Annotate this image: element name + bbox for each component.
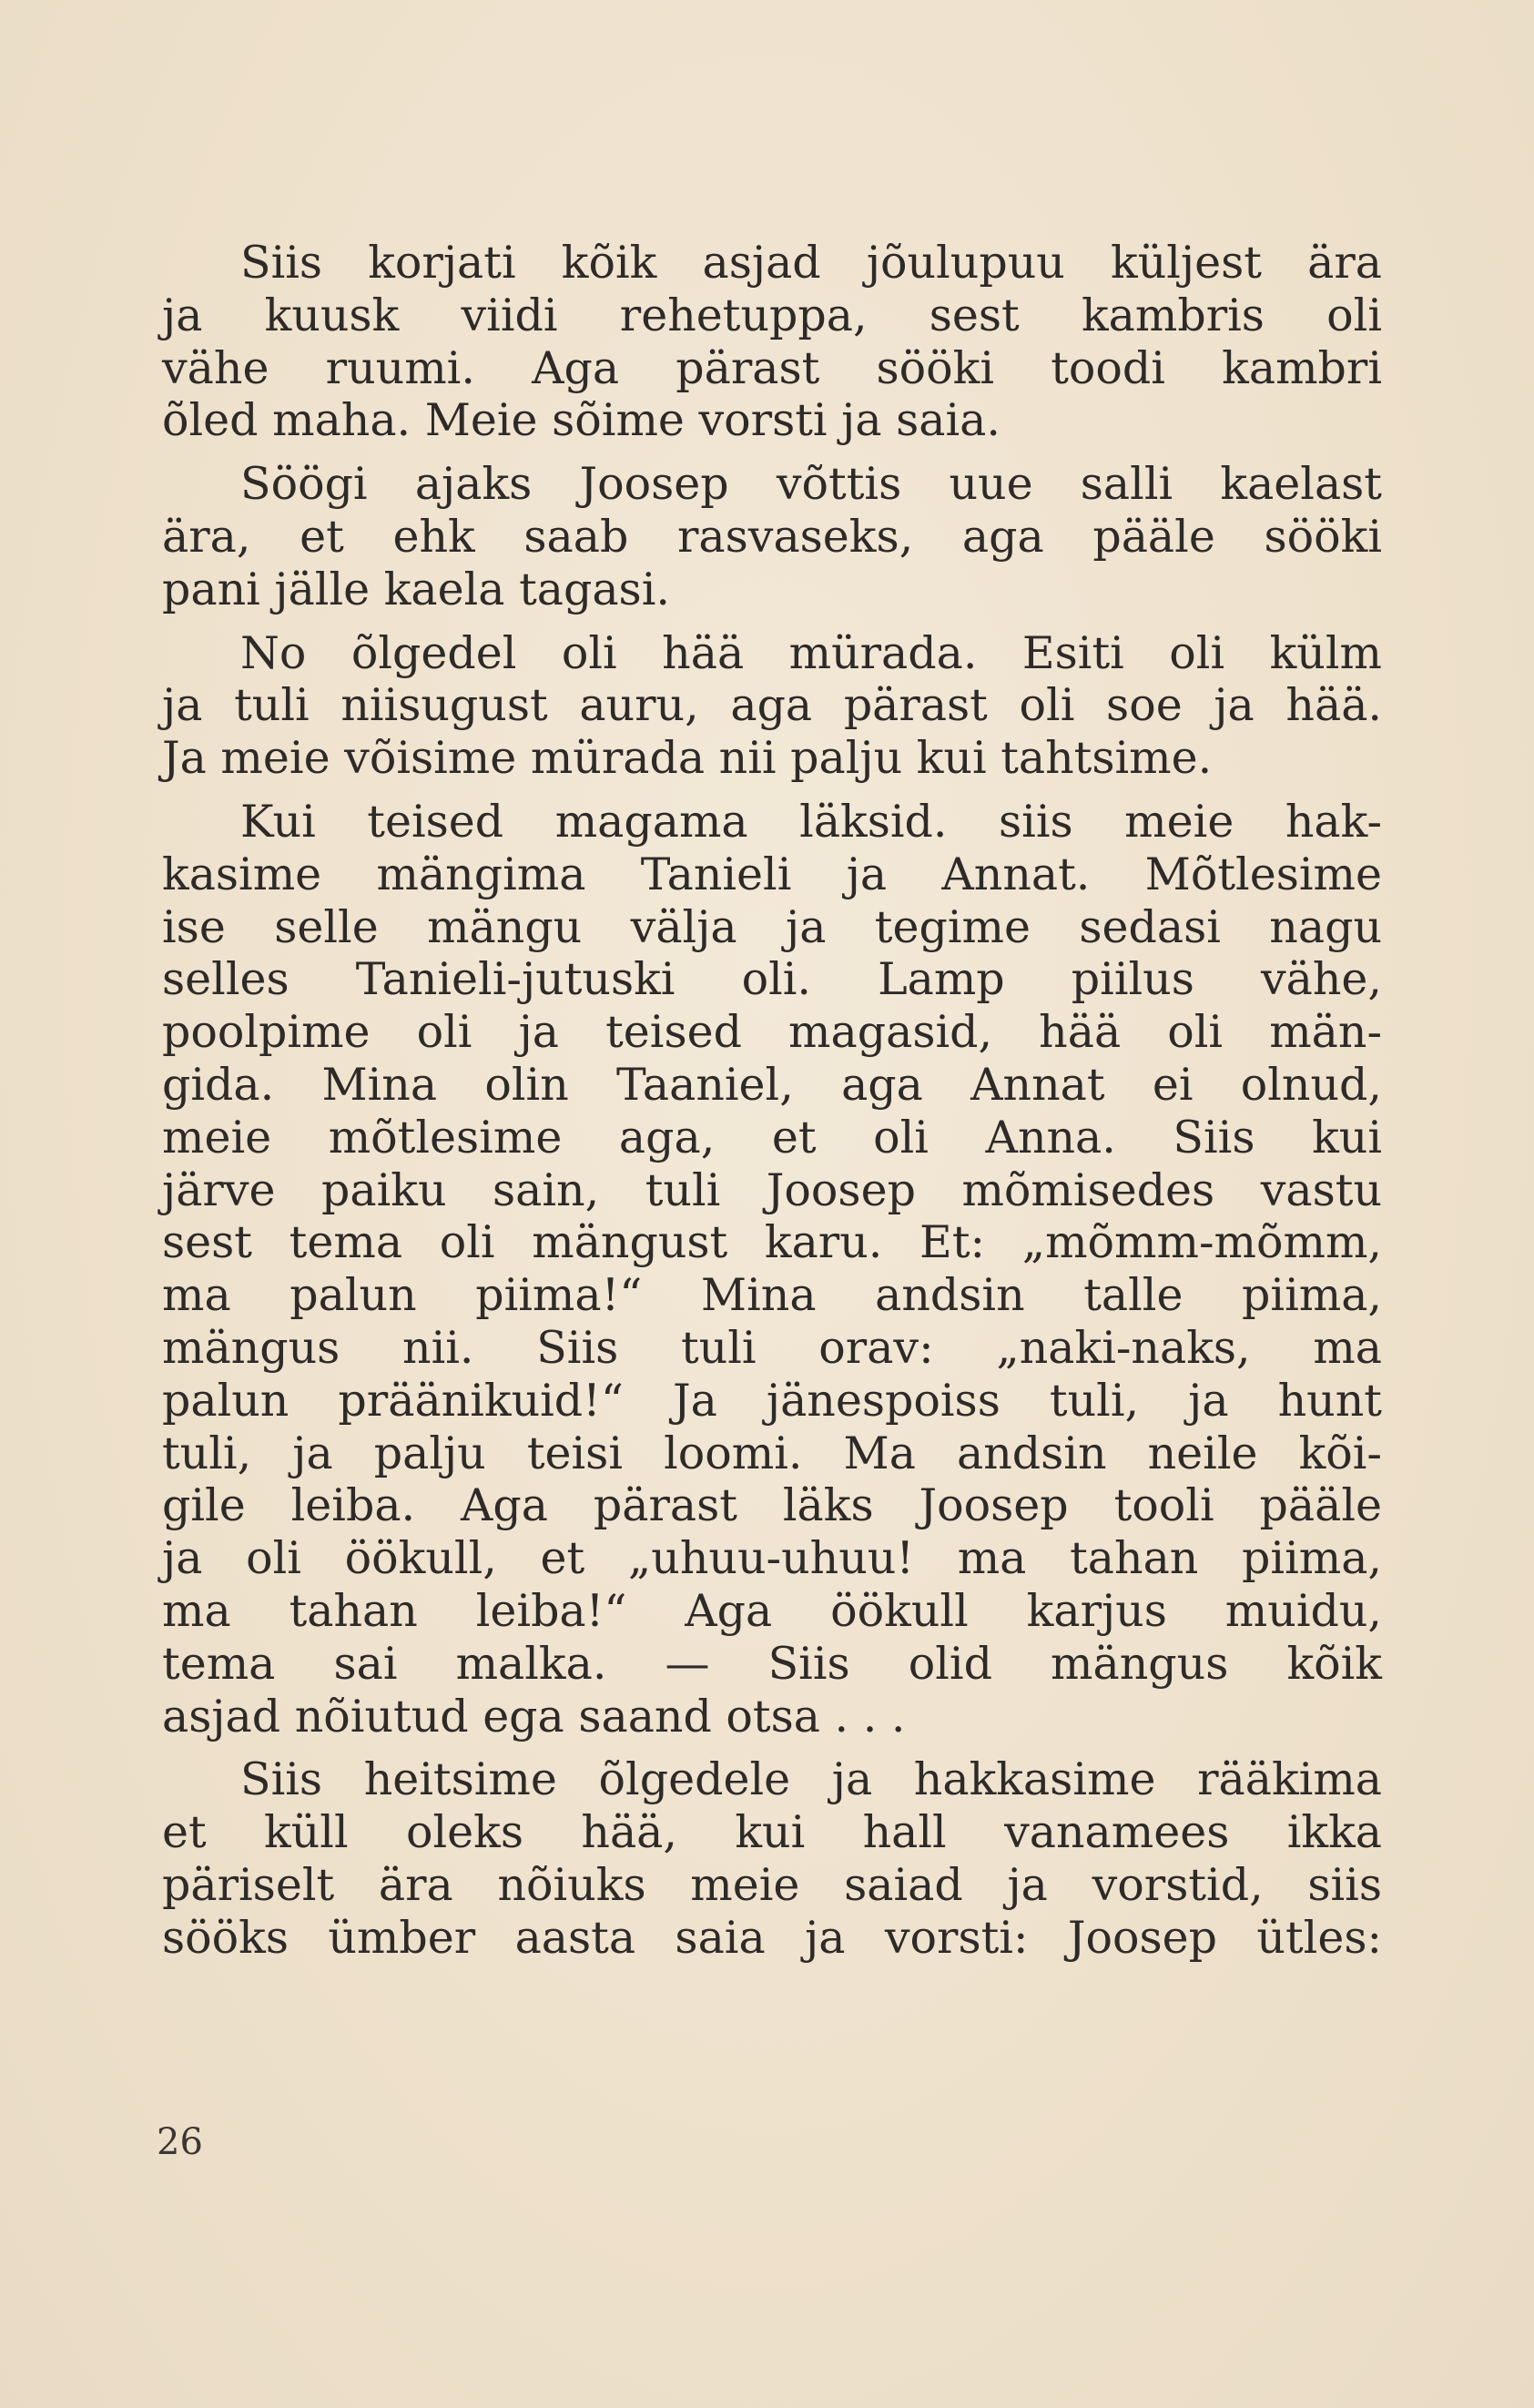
text-line: gida. Mina olin Taaniel, aga Annat ei olnud,	[162, 1058, 1382, 1111]
paragraph-1	[162, 237, 1382, 447]
text-line: No õlgedel oli hää mürada. Esiti oli külm	[240, 626, 1382, 679]
text-line: mängus nii. Siis tuli orav: „naki-naks, ma	[162, 1321, 1382, 1374]
text-line: asjad nõiutud ega saand otsa . . .	[162, 1690, 906, 1742]
paragraph-3	[162, 627, 1382, 785]
page-number: 26	[157, 2121, 203, 2163]
paragraph-4	[162, 796, 1382, 1742]
text-line: ise selle mängu välja ja tegime sedasi nagu	[162, 900, 1382, 953]
page-text	[162, 237, 1382, 1976]
text-line: kasime mängima Tanieli ja Annat. Mõtlesime	[162, 848, 1382, 900]
text-line: Kui teised magama läksid. siis meie hak-	[240, 795, 1382, 848]
text-line: sööks ümber aasta saia ja vorsti: Joosep ütles:	[162, 1911, 1382, 1964]
text-line: ja tuli niisugust auru, aga pärast oli soe ja hää.	[162, 679, 1382, 732]
text-line: vähe ruumi. Aga pärast sööki toodi kambri	[162, 341, 1382, 394]
text-line: ja oli öökull, et „uhuu-uhuu! ma tahan piima,	[162, 1532, 1382, 1585]
text-line: sest tema oli mängust karu. Et: „mõmm-mõmm,	[162, 1216, 1382, 1269]
text-line: pani jälle kaela tagasi.	[162, 563, 670, 615]
text-line: meie mõtlesime aga, et oli Anna. Siis kui	[162, 1111, 1382, 1163]
text-line: et küll oleks hää, kui hall vanamees ikka	[162, 1806, 1382, 1859]
text-line: Siis korjati kõik asjad jõulupuu küljest ära	[240, 237, 1382, 289]
text-line: tuli, ja palju teisi loomi. Ma andsin neile kõi-	[162, 1427, 1382, 1479]
paragraph-5	[162, 1753, 1382, 1964]
text-line: ja kuusk viidi rehetuppa, sest kambris oli	[162, 289, 1382, 341]
text-line: gile leiba. Aga pärast läks Joosep tooli pääle	[162, 1479, 1382, 1532]
text-line: tema sai malka. — Siis olid mängus kõik	[162, 1637, 1382, 1690]
text-line: järve paiku sain, tuli Joosep mõmisedes vastu	[162, 1163, 1382, 1216]
text-line: ma tahan leiba!“ Aga öökull karjus muidu,	[162, 1584, 1382, 1637]
text-line: Söögi ajaks Joosep võttis uue salli kaelast	[240, 458, 1382, 511]
text-line: ära, et ehk saab rasvaseks, aga pääle sööki	[162, 510, 1382, 563]
text-line: päriselt ära nõiuks meie saiad ja vorstid, siis	[162, 1858, 1382, 1911]
text-line: õled maha. Meie sõime vorsti ja saia.	[162, 394, 1001, 447]
text-line: Siis heitsime õlgedele ja hakkasime rääkima	[240, 1753, 1382, 1806]
text-line: Ja meie võisime mürada nii palju kui tahtsime.	[162, 732, 1213, 785]
text-line: selles Tanieli-jutuski oli. Lamp piilus vähe,	[162, 953, 1382, 1006]
text-line: poolpime oli ja teised magasid, hää oli män-	[162, 1006, 1382, 1059]
text-line: ma palun piima!“ Mina andsin talle piima,	[162, 1269, 1382, 1322]
text-line: palun präänikuid!“ Ja jänespoiss tuli, ja hunt	[162, 1374, 1382, 1427]
paragraph-2	[162, 458, 1382, 615]
